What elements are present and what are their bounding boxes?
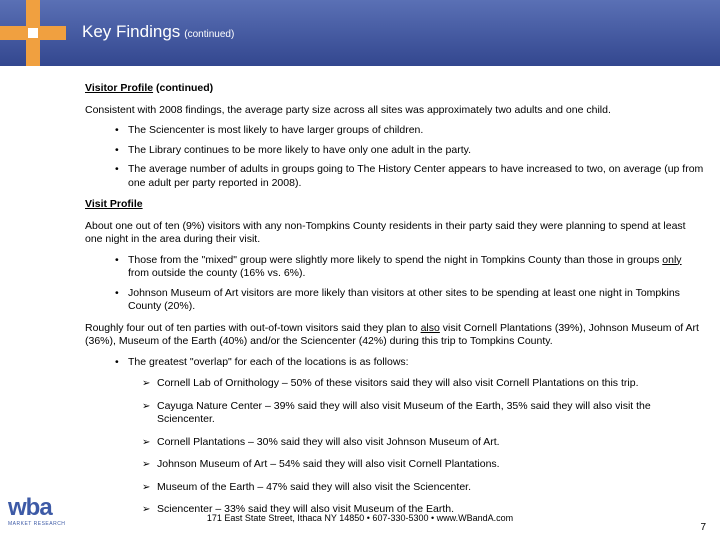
bullet-icon: • <box>115 143 119 156</box>
footer-address: 171 East State Street, Ithaca NY 14850 • 607-330-5300 • www.WBandA.com <box>206 513 514 523</box>
arrow-bullet-icon: ➢ <box>142 504 151 515</box>
arrow-bullet-icon: ➢ <box>142 436 151 448</box>
bullet-icon: • <box>115 355 119 368</box>
visit-profile-intro: About one out of ten (9%) visitors with any non-Tompkins County residents in their party said they were planning to spend at least one night in the area during their visit. <box>85 219 686 245</box>
list-item: • The average number of adults in groups going to The History Center appears to have increased to two, on average (up from one adult per party reported in 2008). <box>115 163 704 189</box>
wba-logo: wba MARKET RESEARCH <box>8 494 66 527</box>
list-item: ➢ Cayuga Nature Center – 39% said they will also visit Museum of the Earth, 35% said they will also visit the Sciencenter. <box>142 399 651 425</box>
overlap-bullets <box>85 356 705 370</box>
arrow-bullet-icon: ➢ <box>142 459 151 470</box>
list-item: • The Sciencenter is most likely to have larger groups of children. <box>115 124 424 136</box>
list-item: ➢ Museum of the Earth – 47% said they will also visit the Sciencenter. <box>142 480 471 493</box>
list-item: ➢ Johnson Museum of Art – 54% said they will also visit Cornell Plantations. <box>142 458 500 470</box>
visitor-profile-bullets <box>85 124 705 190</box>
overlap-paragraph: Roughly four out of ten parties with out-of-town visitors said they plan to also visit Cornell Plantations (39%), Johnson Museum of Art (36%), Museum of the Earth (40%) and/or the Sciencenter (42%) during this trip to Tompkins County. <box>85 321 699 347</box>
overlap-list <box>85 377 705 517</box>
header <box>0 0 720 66</box>
logo-tagline: MARKET RESEARCH <box>8 521 66 527</box>
list-item: • The greatest "overlap" for each of the locations is as follows: <box>115 355 409 368</box>
bullet-icon: • <box>115 124 119 136</box>
list-item: • Those from the "mixed" group were slightly more likely to spend the night in Tompkins County than those in groups only from outside the county (16% vs. 6%). <box>115 253 682 279</box>
list-item: • The Library continues to be more likely to have only one adult in the party. <box>115 143 471 156</box>
arrow-bullet-icon: ➢ <box>142 378 151 389</box>
list-item: ➢ Cornell Plantations – 30% said they will also visit Johnson Museum of Art. <box>142 435 500 448</box>
visitor-profile-intro: Consistent with 2008 findings, the average party size across all sites was approximately two adults and one child. <box>85 103 611 116</box>
list-item: ➢ Cornell Lab of Ornithology – 50% of these visitors said they will also visit Cornell Plantations on this trip. <box>142 377 639 389</box>
page-subtitle: (continued) <box>184 29 235 40</box>
page-title: Key Findings (continued) <box>82 22 235 41</box>
bullet-icon: • <box>115 286 119 299</box>
arrow-bullet-icon: ➢ <box>142 481 151 493</box>
bullet-icon: • <box>115 163 119 175</box>
visitor-profile-heading: Visitor Profile (continued) <box>85 82 214 94</box>
list-item: • Johnson Museum of Art visitors are more likely than visitors at other sites to be spending at least one night in Tompkins County (20%). <box>115 286 680 312</box>
visit-profile-bullets <box>85 254 705 314</box>
bullet-icon: • <box>115 253 119 266</box>
list-item: ➢ Sciencenter – 33% said they will also visit Museum of the Earth. <box>142 503 455 515</box>
content <box>85 78 705 526</box>
arrow-bullet-icon: ➢ <box>142 400 151 412</box>
page-number: 7 <box>700 522 706 533</box>
visit-profile-heading: Visit Profile <box>85 198 143 210</box>
cross-logo-icon <box>0 0 66 66</box>
